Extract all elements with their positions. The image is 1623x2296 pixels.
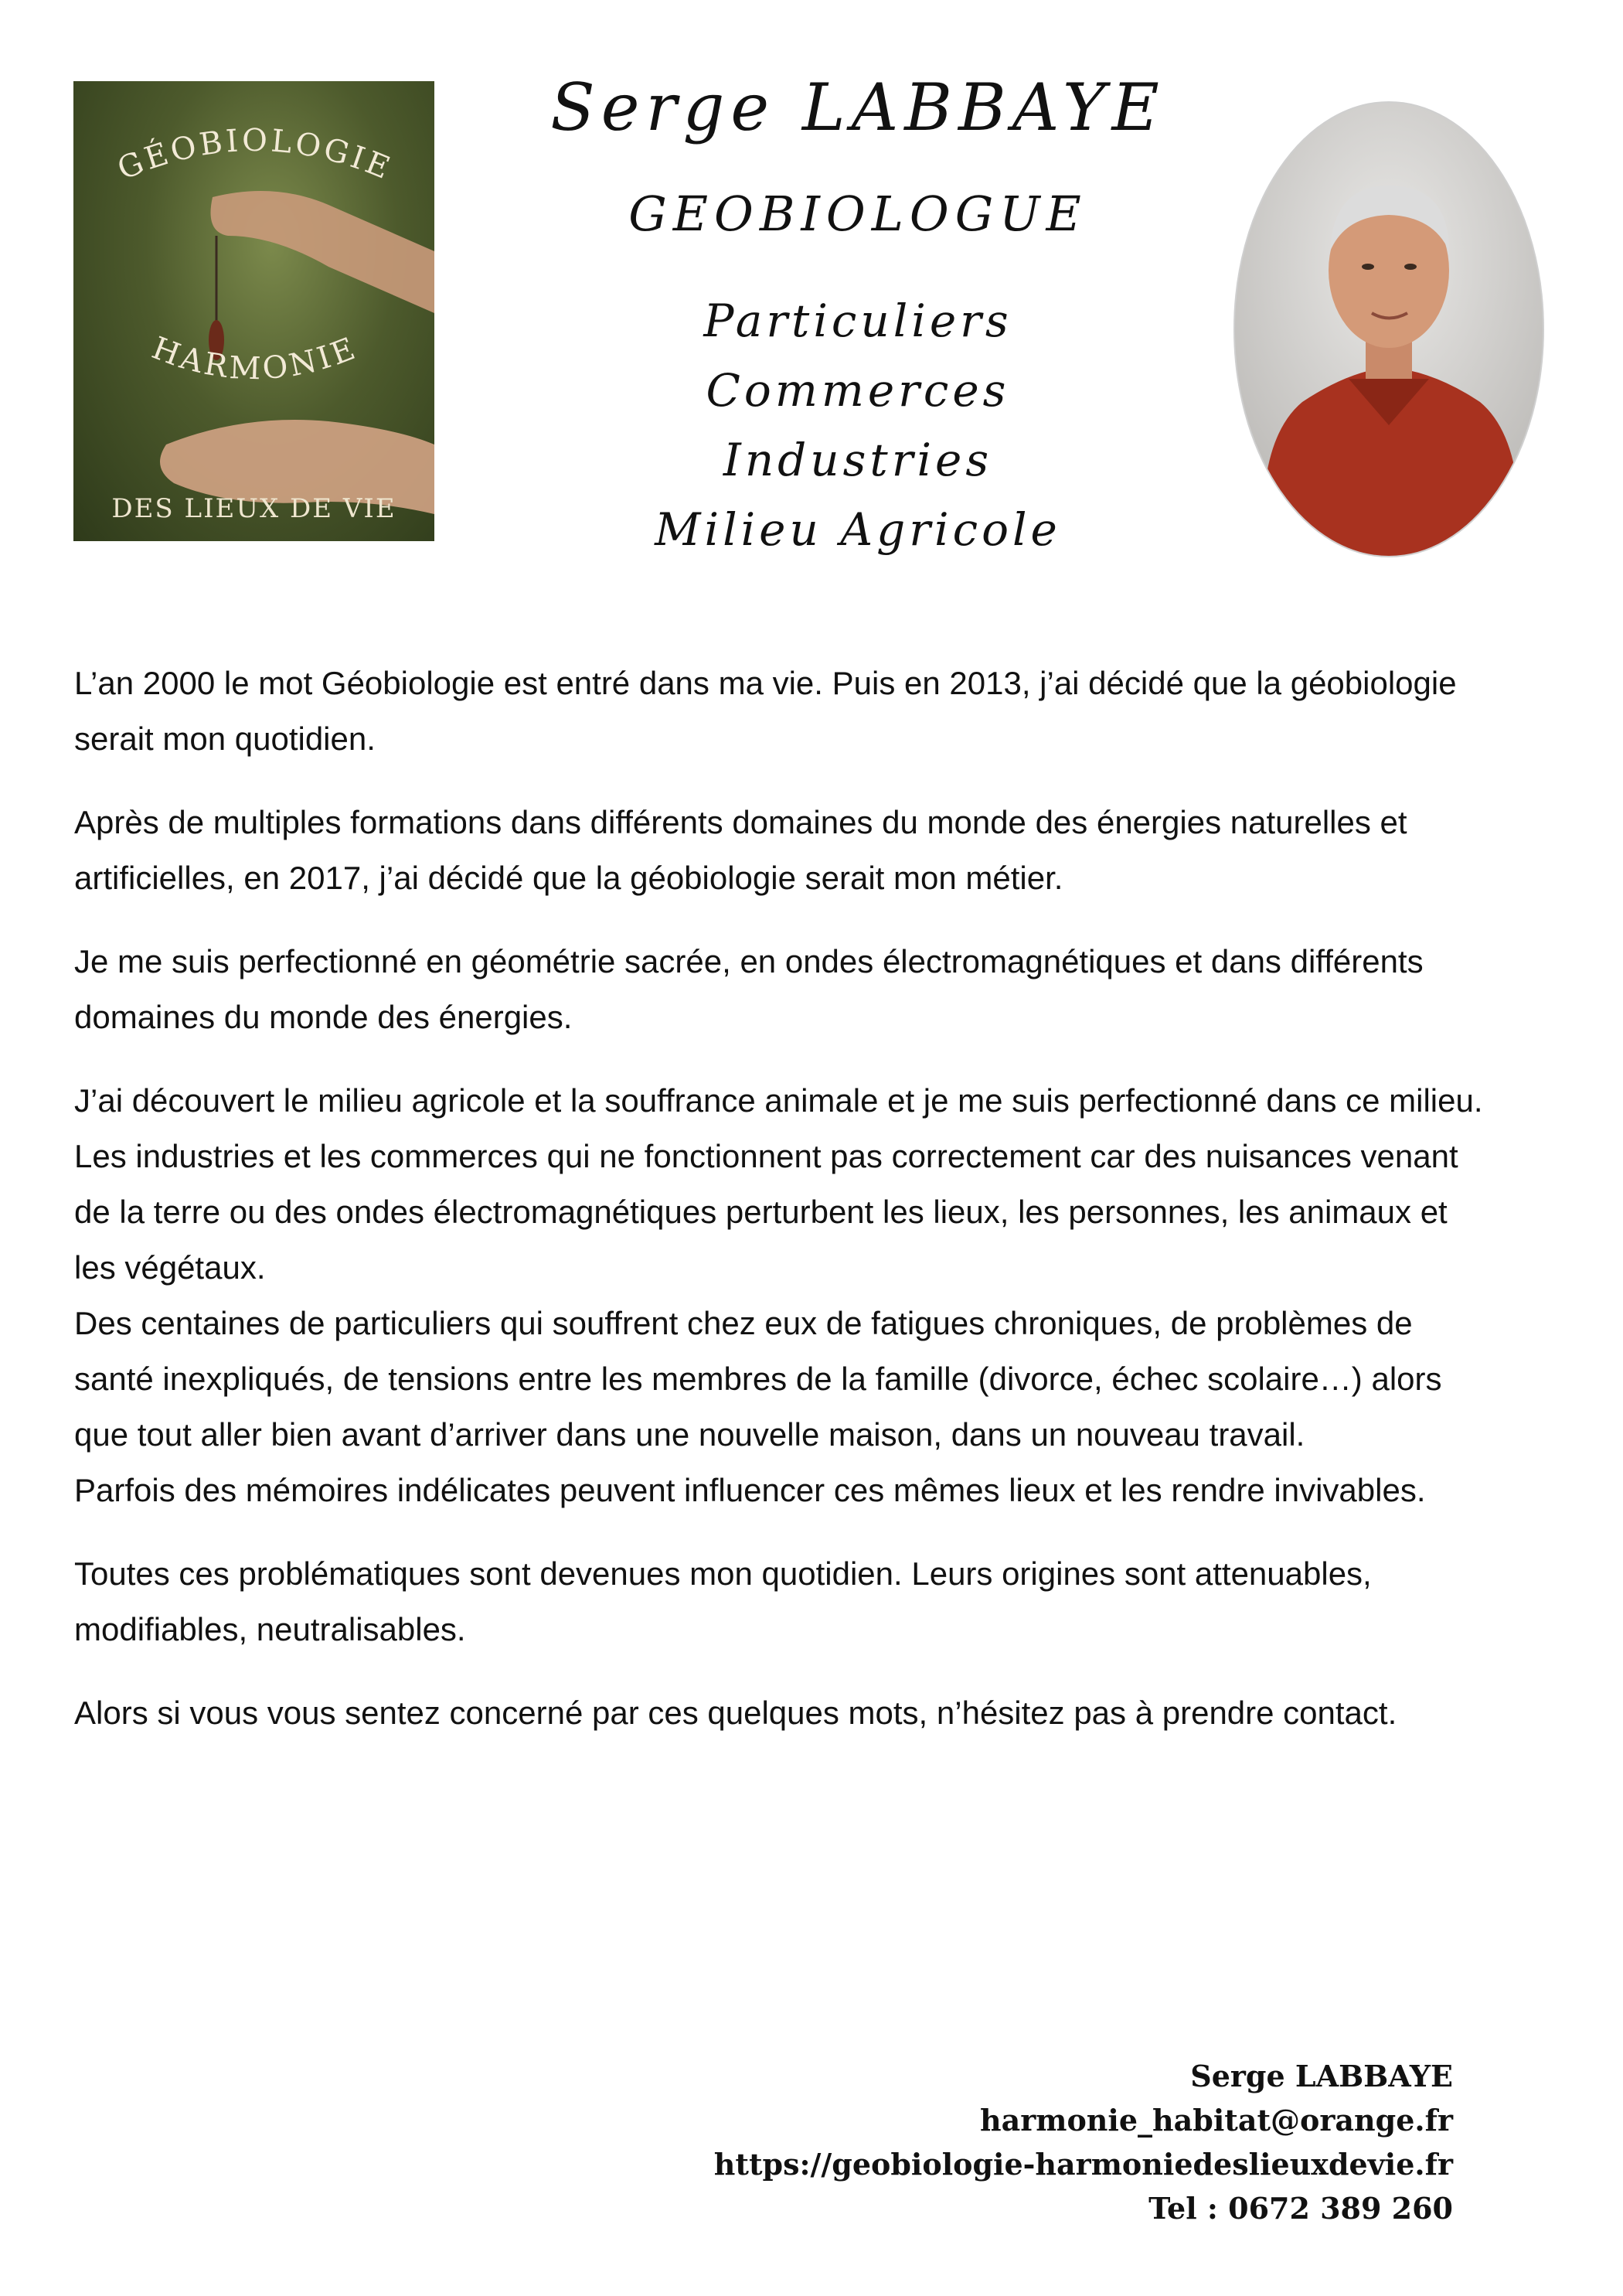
paragraph-5: Toutes ces problématiques sont devenues mon quotidien. Leurs origines sont attenuables, modifiables, neutralisables. [74,1555,1372,1647]
paragraph-4-part-b: Des centaines de particuliers qui souffrent chez eux de fatigues chroniques, de problèmes de santé inexpliqués, de tensions entre les membres de la famille (divorce, échec scolaire…) alors que tout aller bien avant d’arriver dans une nouvelle maison, dans un nouveau travail. [74,1305,1442,1453]
signature-website[interactable]: https://geobiologie-harmoniedeslieuxdevie.fr [713,2147,1453,2182]
paragraph-1: L’an 2000 le mot Géobiologie est entré dans ma vie. Puis en 2013, j’ai décidé que la géobiologie serait mon quotidien. [74,665,1457,757]
geobiologie-logo [73,81,434,541]
paragraph-4-part-a: J’ai découvert le milieu agricole et la souffrance animale et je me suis perfectionné dans ce milieu. Les industries et les commerces qui ne fonctionnent pas correctement car des nuisances venant de la terre ou des ondes électromagnétiques perturbent les lieux, les personnes, les animaux et les végétaux. [74,1082,1483,1286]
header-name: Serge LABBAYE [550,70,1165,145]
logo-artwork [73,81,434,541]
signature-phone: Tel : 0672 389 260 [1148,2191,1453,2226]
sector-item: Milieu Agricole [655,503,1061,556]
logo-bottom-text: DES LIEUX DE VIE [111,493,396,524]
paragraph-4-part-c: Parfois des mémoires indélicates peuvent influencer ces mêmes lieux et les rendre invivables. [74,1472,1426,1508]
paragraph-6: Alors si vous vous sentez concerné par ces quelques mots, n’hésitez pas à prendre contact. [74,1695,1397,1731]
body-text [74,656,1496,1769]
sectors-list [541,286,1175,564]
sector-item: Commerces [706,364,1010,417]
sector-item: Particuliers [703,295,1012,347]
logo-arc-middle-text: HARMONIE [147,330,363,387]
paragraph-4 [74,1073,1496,1518]
sector-item: Industries [723,434,993,486]
signature-email[interactable]: harmonie_habitat@orange.fr [979,2103,1453,2138]
portrait-photo [1233,100,1546,559]
logo-arc-top-text: GÉOBIOLOGIE [112,122,398,188]
header-role: GEOBIOLOGUE [628,186,1087,242]
paragraph-3: Je me suis perfectionné en géométrie sacrée, en ondes électromagnétiques et dans différents domaines du monde des énergies. [74,943,1424,1035]
paragraph-2: Après de multiples formations dans différents domaines du monde des énergies naturelles et artificielles, en 2017, j’ai décidé que la géobiologie serait mon métier. [74,804,1407,896]
signature-name: Serge LABBAYE [1190,2059,1453,2093]
signature-block [714,2054,1453,2230]
